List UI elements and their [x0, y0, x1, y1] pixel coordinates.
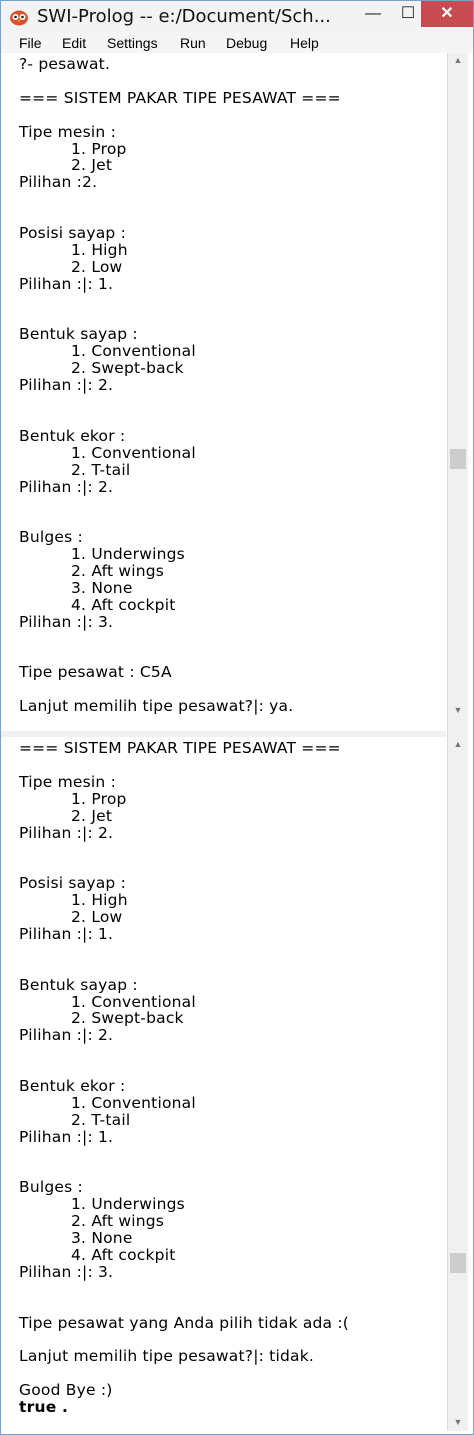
console-line: === SISTEM PAKAR TIPE PESAWAT === [19, 88, 341, 107]
scroll-thumb[interactable] [450, 1253, 466, 1273]
console-line: Tipe mesin : [19, 122, 116, 141]
minimize-button[interactable]: — [365, 5, 381, 22]
scroll-thumb[interactable] [450, 449, 466, 469]
console-line: 2. Aft wings [71, 1212, 165, 1231]
console-line: Pilihan :|: 2. [19, 376, 114, 395]
console-line: Pilihan :|: 2. [19, 823, 114, 842]
console-line: Lanjut memilih tipe pesawat?|: ya. [19, 697, 294, 716]
console-line: 1. Conventional [71, 443, 196, 462]
scroll-down-arrow-icon[interactable]: ▼ [453, 1417, 463, 1427]
console-line: Pilihan :|: 3. [19, 1262, 114, 1281]
console-line: Bentuk ekor : [19, 1077, 126, 1095]
console-line: 1. Conventional [71, 1093, 196, 1112]
console-line: 2. Jet [71, 806, 113, 825]
menu-help[interactable]: Help [290, 35, 319, 51]
console-line: Bentuk sayap : [19, 325, 138, 344]
maximize-button[interactable]: ☐ [400, 5, 416, 22]
console-line: 1. Prop [71, 139, 127, 158]
console-line: Tipe mesin : [19, 772, 116, 791]
scroll-up-arrow-icon[interactable]: ▲ [453, 739, 463, 749]
console-line: Pilihan :2. [19, 173, 98, 192]
console-line: 3. None [71, 1229, 133, 1248]
console-line: Good Bye :) [19, 1381, 113, 1400]
console-line: 2. Low [71, 908, 123, 926]
menu-run[interactable]: Run [180, 35, 206, 51]
console-line: 1. Prop [71, 789, 127, 808]
console-line: ?- pesawat. [19, 55, 111, 73]
close-button[interactable]: ✕ [421, 1, 473, 27]
menu-edit[interactable]: Edit [62, 35, 87, 51]
window-title: SWI-Prolog -- e:/Document/Sch... [37, 6, 331, 27]
console-line: Posisi sayap : [19, 224, 127, 242]
console-line: 1. High [71, 240, 128, 259]
console-line: 2. Aft wings [71, 562, 165, 580]
console-line: Pilihan :|: 3. [19, 612, 114, 631]
console-line: Pilihan :|: 2. [19, 1026, 114, 1045]
console-output[interactable] [1, 53, 446, 1431]
console-line: Bulges : [19, 1178, 83, 1197]
console-line: 1. Conventional [71, 342, 196, 361]
console-line: true . [19, 1398, 69, 1417]
console-divider [1, 731, 446, 737]
console-line: Tipe pesawat yang Anda pilih tidak ada :( [19, 1313, 350, 1332]
console-line: 2. Swept-back [71, 359, 184, 378]
console-line: Pilihan :|: 1. [19, 274, 114, 293]
console-line: 2. Jet [71, 156, 113, 175]
console-line: Posisi sayap : [19, 874, 127, 893]
scroll-up-arrow-icon[interactable]: ▲ [453, 55, 463, 65]
console-line: === SISTEM PAKAR TIPE PESAWAT === [19, 739, 341, 757]
console-line: 4. Aft cockpit [71, 1246, 176, 1264]
title-bar [1, 1, 473, 34]
console-line: Bentuk ekor : [19, 426, 126, 445]
console-line: 2. Swept-back [71, 1009, 184, 1028]
console-line: 4. Aft cockpit [71, 595, 176, 614]
console-line: 2. Low [71, 257, 123, 276]
console-line: Bentuk sayap : [19, 975, 138, 994]
console-line: 2. T-tail [71, 1110, 131, 1129]
menu-settings[interactable]: Settings [107, 35, 158, 51]
console-line: 1. High [71, 891, 128, 910]
console-line: Tipe pesawat : C5A [19, 663, 172, 682]
console-line: 1. Underwings [71, 1195, 185, 1214]
vertical-scrollbar[interactable] [447, 53, 468, 1431]
console-line: Pilihan :|: 1. [19, 924, 114, 943]
console-line: 2. T-tail [71, 460, 131, 479]
console-line: Pilihan :|: 1. [19, 1127, 114, 1146]
menu-file[interactable]: File [19, 35, 42, 51]
console-line: 3. None [71, 578, 133, 597]
menu-bar [1, 33, 473, 53]
console-line: 1. Conventional [71, 992, 196, 1011]
swi-prolog-owl-icon [9, 8, 29, 26]
menu-debug[interactable]: Debug [226, 35, 268, 51]
scroll-down-arrow-icon[interactable]: ▼ [453, 705, 463, 715]
console-line: 1. Underwings [71, 545, 185, 564]
console-line: Lanjut memilih tipe pesawat?|: tidak. [19, 1347, 315, 1366]
console-line: Bulges : [19, 528, 83, 547]
console-line: Pilihan :|: 2. [19, 477, 114, 496]
